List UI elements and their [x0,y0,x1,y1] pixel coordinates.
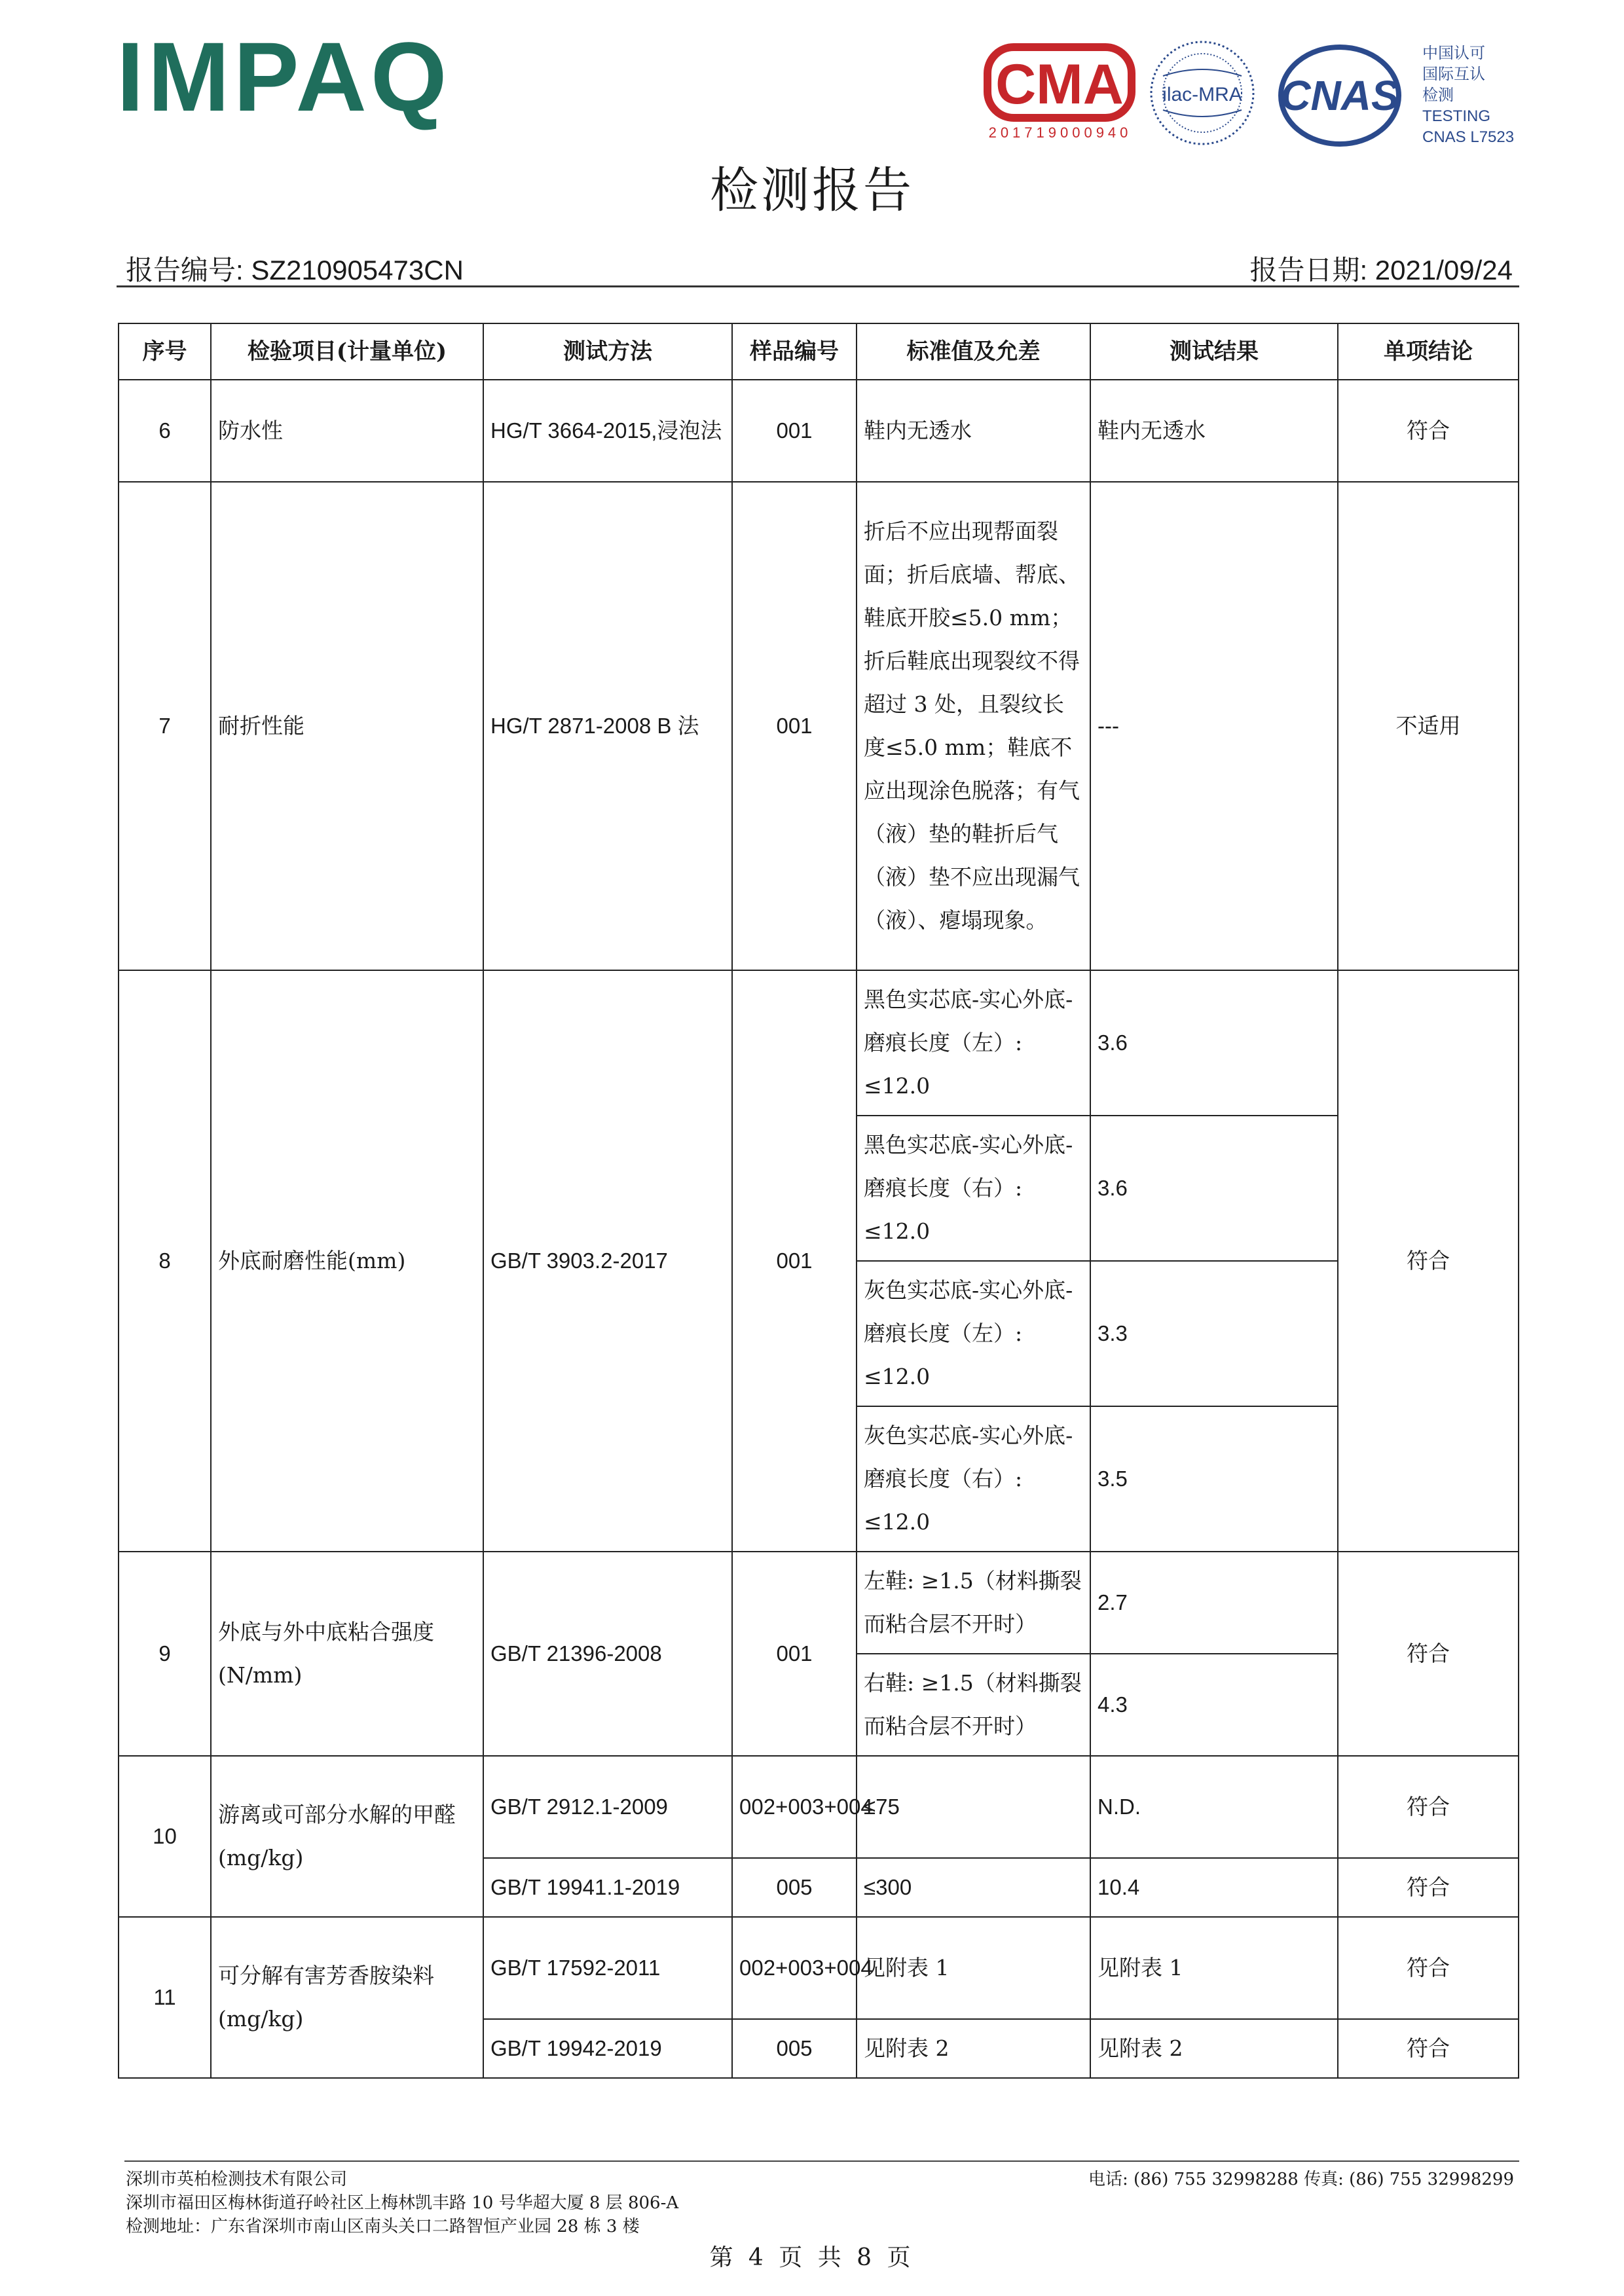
cell-sample: 001 [732,380,857,482]
cell-conclusion: 符合 [1338,1858,1519,1917]
cell-conclusion: 不适用 [1338,482,1519,970]
cell-item: 游离或可部分水解的甲醛 (mg/kg) [211,1756,483,1917]
cell-sample: 001 [732,970,857,1552]
cell-method: HG/T 3664-2015,浸泡法 [483,380,732,482]
cell-sample: 001 [732,1552,857,1756]
cell-result: 见附表 2 [1090,2019,1338,2078]
table-row [119,1917,1519,2019]
footer-lab-address: 检测地址：广东省深圳市南山区南头关口二路智恒产业园 28 栋 3 楼 [126,2217,640,2236]
footer-divider [124,2160,1519,2162]
table-row [119,970,1519,1116]
col-header-sample: 样品编号 [732,323,857,380]
report-date: 报告日期: 2021/09/24 [1249,255,1513,285]
cell-sample: 001 [732,482,857,970]
cell-result: 鞋内无透水 [1090,380,1338,482]
cell-standard: ≤75 [857,1756,1090,1858]
cell-result: 10.4 [1090,1858,1338,1917]
cell-result: 4.3 [1090,1654,1338,1756]
cma-seal [984,43,1135,122]
cell-method: GB/T 21396-2008 [483,1552,732,1756]
footer-phone-fax: 电话: (86) 755 32998288 传真: (86) 755 32998299 [1088,2170,1514,2189]
ilac-mark: ilac-MRA [1162,84,1242,105]
cell-item: 可分解有害芳香胺染料 (mg/kg) [211,1917,483,2078]
cell-sample: 005 [732,1858,857,1917]
cell-conclusion: 符合 [1338,1552,1519,1756]
cell-conclusion: 符合 [1338,1756,1519,1858]
cell-no: 9 [119,1552,211,1756]
cell-result: 3.6 [1090,970,1338,1116]
cell-no: 8 [119,970,211,1552]
cma-mark: CMA [995,53,1124,116]
cell-no: 10 [119,1756,211,1917]
footer-company: 深圳市英柏检测技术有限公司 [126,2170,348,2189]
cell-no: 7 [119,482,211,970]
col-header-standard: 标准值及允差 [857,323,1090,380]
cell-sample: 005 [732,2019,857,2078]
cell-no: 6 [119,380,211,482]
page-number: 第 4 页 共 8 页 [709,2244,915,2271]
cnas-mark: CNAS [1280,72,1399,119]
cell-result: 3.6 [1090,1116,1338,1261]
cell-result: 2.7 [1090,1552,1338,1654]
cell-standard: ≤300 [857,1858,1090,1917]
table-header-row [119,323,1519,380]
table-row [119,1552,1519,1654]
cell-standard: 折后不应出现帮面裂面；折后底墙、帮底、鞋底开胶≤5.0 mm；折后鞋底出现裂纹不得超过 3 处，且裂纹长度≤5.0 mm；鞋底不应出现涂色脱落；有气（液）垫的鞋折后气（液）垫不应出现漏气（液）、瘪塌现象。 [857,482,1090,970]
cell-method: GB/T 19942-2019 [483,2019,732,2078]
header-divider [117,285,1519,287]
col-header-conclusion: 单项结论 [1338,323,1519,380]
table-row [119,1756,1519,1858]
cell-method: GB/T 19941.1-2019 [483,1858,732,1917]
report-title: 检测报告 [710,162,914,219]
cell-standard: 鞋内无透水 [857,380,1090,482]
cma-number: 201719000940 [988,124,1132,141]
report-number: 报告编号: SZ210905473CN [126,255,464,285]
cell-item: 外底耐磨性能(mm) [211,970,483,1552]
cell-standard: 见附表 2 [857,2019,1090,2078]
col-header-result: 测试结果 [1090,323,1338,380]
cell-sample: 002+003+004 [732,1756,857,1858]
col-header-no: 序号 [119,323,211,380]
cell-result: 3.5 [1090,1406,1338,1552]
cell-standard: 灰色实芯底-实心外底-磨痕长度（右）: ≤12.0 [857,1406,1090,1552]
cell-conclusion: 符合 [1338,970,1519,1552]
test-results-table [118,323,1519,2079]
table-row [119,482,1519,970]
cell-result: --- [1090,482,1338,970]
cell-result: 见附表 1 [1090,1917,1338,2019]
cell-item: 外底与外中底粘合强度 (N/mm) [211,1552,483,1756]
cell-standard: 左鞋: ≥1.5（材料撕裂而粘合层不开时） [857,1552,1090,1654]
cell-method: GB/T 2912.1-2009 [483,1756,732,1858]
cell-method: GB/T 3903.2-2017 [483,970,732,1552]
cell-standard: 灰色实芯底-实心外底-磨痕长度（左）: ≤12.0 [857,1261,1090,1406]
cell-no: 11 [119,1917,211,2078]
cell-result: 3.3 [1090,1261,1338,1406]
cell-sample: 002+003+004 [732,1917,857,2019]
cell-standard: 黑色实芯底-实心外底-磨痕长度（左）: ≤12.0 [857,970,1090,1116]
cell-method: GB/T 17592-2011 [483,1917,732,2019]
cell-conclusion: 符合 [1338,380,1519,482]
cell-standard: 见附表 1 [857,1917,1090,2019]
footer-address: 深圳市福田区梅林街道孖岭社区上梅林凯丰路 10 号华超大厦 8 层 806-A [126,2193,679,2213]
cell-item: 耐折性能 [211,482,483,970]
cell-conclusion: 符合 [1338,1917,1519,2019]
col-header-method: 测试方法 [483,323,732,380]
cell-conclusion: 符合 [1338,2019,1519,2078]
ilac-mra-seal [1146,37,1259,149]
cell-standard: 右鞋: ≥1.5（材料撕裂而粘合层不开时） [857,1654,1090,1756]
accreditation-text: 中国认可 国际互认 检测 TESTING CNAS L7523 [1422,45,1515,146]
cell-result: N.D. [1090,1756,1338,1858]
cell-method: HG/T 2871-2008 B 法 [483,482,732,970]
company-logo: IMPAQ [117,22,451,132]
table-row [119,380,1519,482]
cell-item: 防水性 [211,380,483,482]
cell-standard: 黑色实芯底-实心外底-磨痕长度（右）: ≤12.0 [857,1116,1090,1261]
col-header-item: 检验项目(计量单位) [211,323,483,380]
cnas-seal [1274,43,1405,148]
